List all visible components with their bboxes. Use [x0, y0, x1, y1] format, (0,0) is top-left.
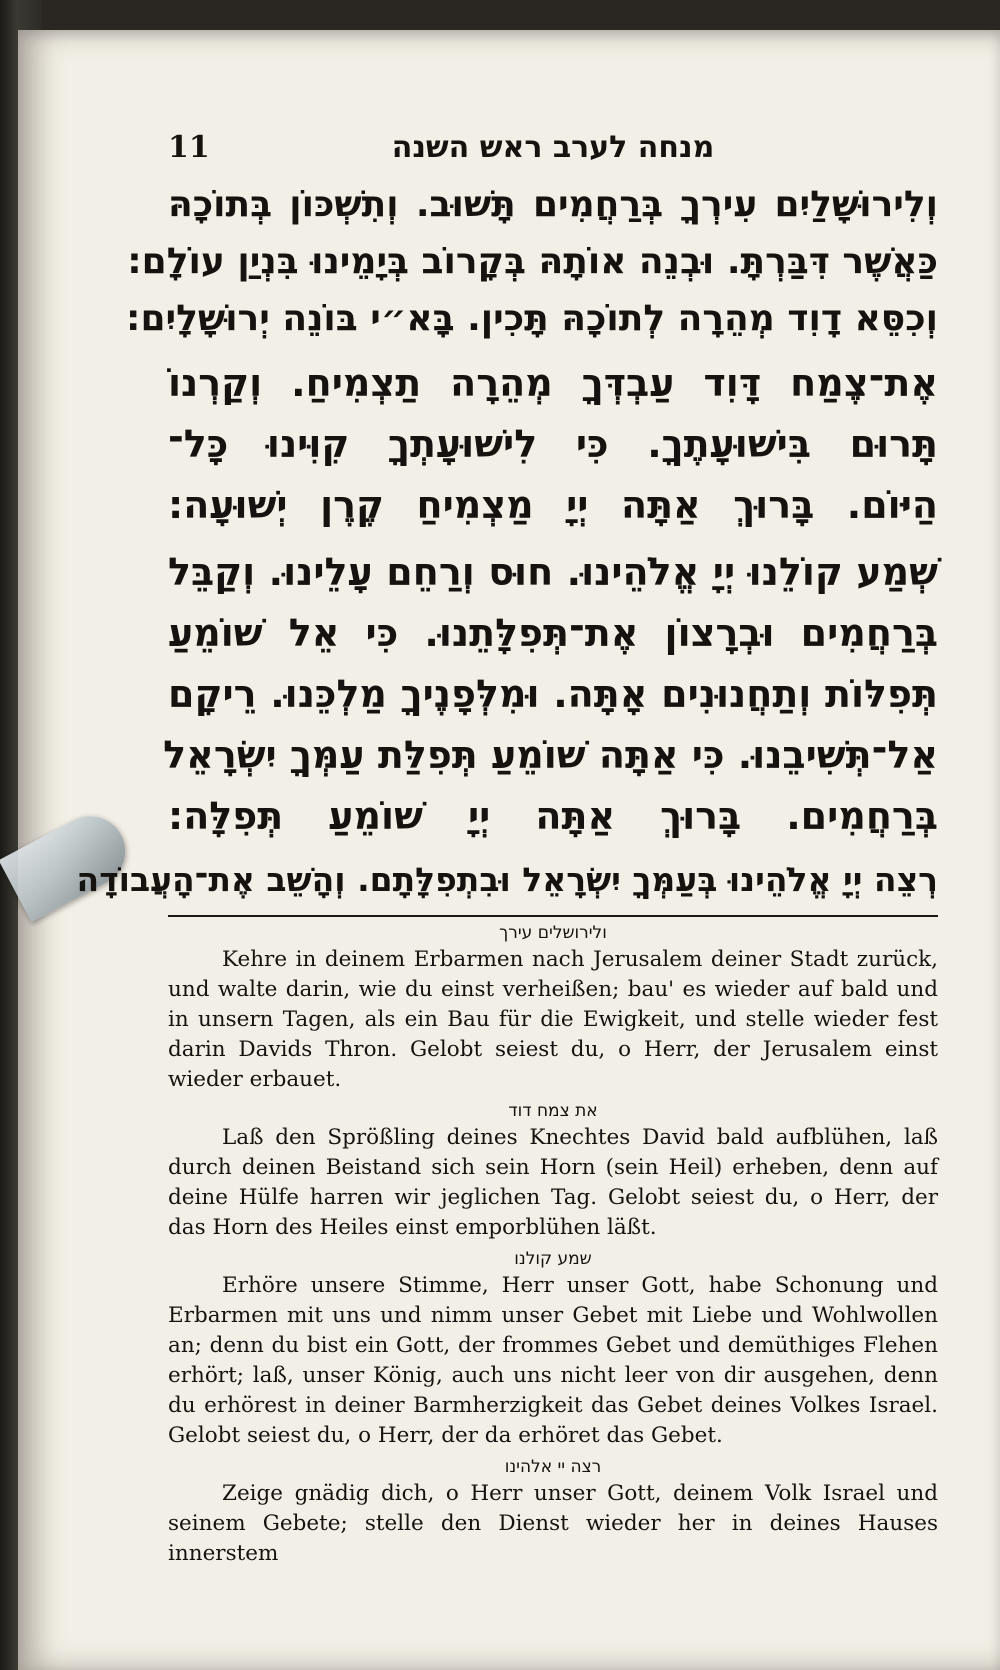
translation-heading: את צמח דוד — [508, 1101, 598, 1121]
page-header — [168, 130, 938, 176]
section-divider — [168, 915, 938, 917]
hebrew-line: רְצֵה יְיָ אֱלֹהֵינוּ בְּעַמְּךָ יִשְׂרָאֵל וּבִתְפִלָּתָם. וְהָשֵׁב אֶת־הָעֲבוֹדָה — [76, 860, 938, 899]
hebrew-paragraph-2 — [168, 353, 938, 536]
hebrew-line: שְׁמַע קוֹלֵנוּ יְיָ אֱלֹהֵינוּ. חוּס וְרַחֵם עָלֵינוּ. וְקַבֵּל — [168, 550, 938, 594]
hebrew-line: כַּאֲשֶׁר דִּבַּרְתָּ. וּבְנֵה אוֹתָהּ בְּקָרוֹב בְּיָמֵינוּ בִּנְיַן עוֹלָם: — [127, 241, 938, 282]
translation-paragraph: Kehre in deinem Erbarmen nach Jerusalem deiner Stadt zurück, und walte darin, wie du einst verheißen; bau' es wieder auf bald und in unsern Tagen, als ein Bau für die Ewigkeit, und stelle wieder fest darin Davids Thron. Gelobt seiest du, o Herr, der Jerusalem einst wieder erbauet. — [168, 947, 938, 1092]
translation-heading: רצה יי אלהינו — [504, 1457, 602, 1477]
translation-heading: שמע קולנו — [514, 1249, 592, 1269]
hebrew-line: וְלִירוּשָׁלַיִם עִירְךָ בְּרַחֲמִים תָּשׁוּב. וְתִשְׁכּוֹן בְּתוֹכָהּ — [168, 184, 938, 225]
page-number: 11 — [168, 130, 210, 165]
hebrew-line: הַיּוֹם. בָּרוּךְ אַתָּה יְיָ מַצְמִיחַ קֶרֶן יְשׁוּעָה: — [168, 483, 938, 527]
hebrew-paragraph-1 — [126, 176, 938, 347]
translation-paragraph: Zeige gnädig dich, o Herr unser Gott, deinem Volk Israel und seinem Gebete; stelle den Dienst wieder her in deines Hauses innerstem — [168, 1481, 938, 1566]
hebrew-line: וְכִסֵּא דָוִד מְהֵרָה לְתוֹכָהּ תָּכִין. בָּא״י בּוֹנֵה יְרוּשָׁלָיִם: — [126, 298, 938, 339]
hebrew-paragraph-4 — [76, 853, 938, 907]
hebrew-line: בְּרַחֲמִים. בָּרוּךְ אַתָּה יְיָ שׁוֹמֵעַ תְּפִלָּה: — [168, 794, 938, 838]
page-content — [76, 130, 938, 1575]
translation-paragraph: Erhöre unsere Stimme, Herr unser Gott, habe Schonung und Erbarmen mit uns und nimm unser Gebet mit Liebe und Wohlwollen an; denn du bist ein Gott, der frommes Gebet und demüthiges Flehen erhört; laß, unser König, auch uns nicht leer von dir ausgehen, denn du erhörest in deiner Barmherzigkeit das Gebet deines Volkes Israel. Gelobt seiest du, o Herr, der da erhöret das Gebet. — [168, 1273, 938, 1448]
translation-paragraph: Laß den Sprößling deines Knechtes David bald aufblühen, laß durch deinen Beistand sich sein Horn (sein Heil) erheben, denn auf deine Hülfe harren wir jeglichen Tag. Gelobt seiest du, o Herr, der das Horn des Heiles einst emporblühen läßt. — [168, 1125, 938, 1240]
translation-heading: ולירושלים עירך — [499, 923, 607, 943]
hebrew-line: תָּרוּם בִּישׁוּעָתֶךָ. כִּי לִישׁוּעָתְךָ קִוִּינוּ כָּל־ — [168, 422, 938, 466]
hebrew-line: אֶת־צֶמַח דָּוִד עַבְדְּךָ מְהֵרָה תַצְמִיחַ. וְקַרְנוֹ — [168, 361, 938, 405]
running-title: מנחה לערב ראש השנה — [391, 130, 715, 165]
hebrew-line: בְּרַחֲמִים וּבְרָצוֹן אֶת־תְּפִלָּתֵנוּ. כִּי אֵל שׁוֹמֵעַ — [168, 611, 938, 655]
hebrew-line: אַל־תְּשִׁיבֵנוּ. כִּי אַתָּה שׁוֹמֵעַ תְּפִלַּת עַמְּךָ יִשְׂרָאֵל — [163, 733, 938, 777]
hebrew-paragraph-3 — [163, 542, 938, 847]
hebrew-line: תְּפִלּוֹת וְתַחֲנוּנִים אָתָּה. וּמִלְּפָנֶיךָ מַלְכֵּנוּ. רֵיקָם — [168, 672, 938, 716]
